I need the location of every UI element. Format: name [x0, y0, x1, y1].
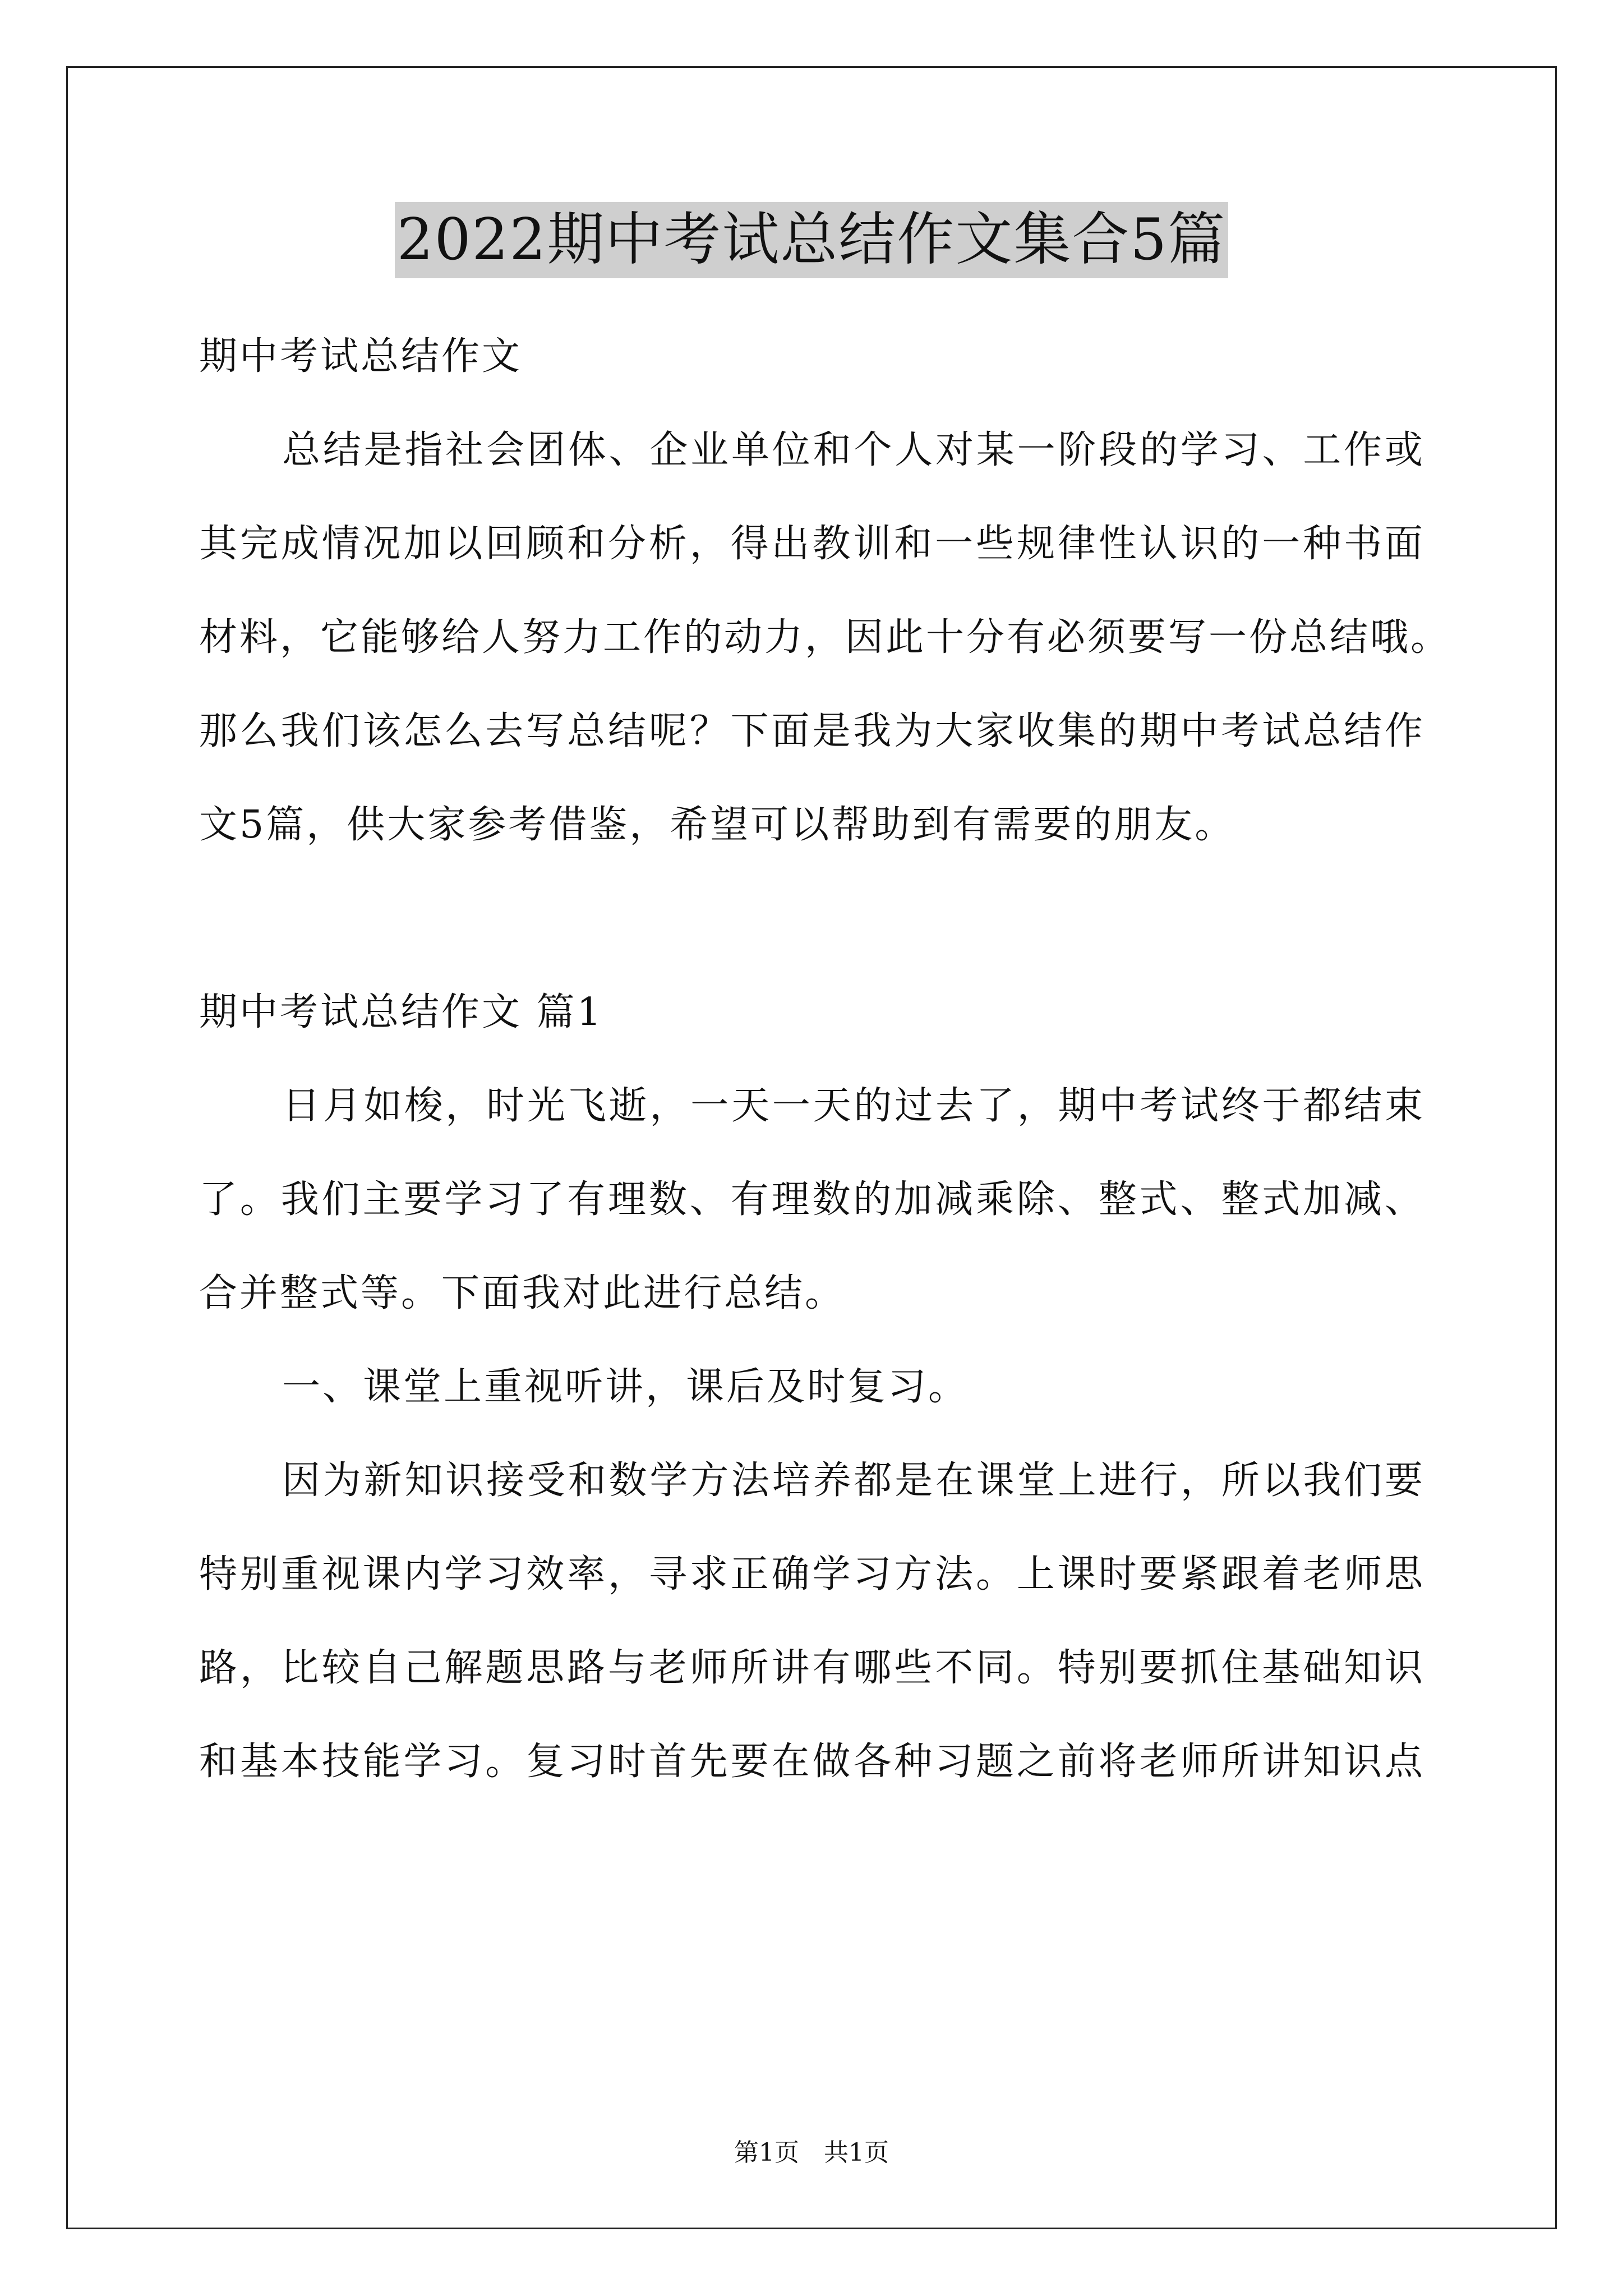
page-number: 第1页: [734, 2138, 799, 2167]
intro-line: 文5篇，供大家参考借鉴，希望可以帮助到有需要的朋友。: [199, 803, 1235, 847]
paragraph-line: 因为新知识接受和数学方法培养都是在课堂上进行，所以我们要: [282, 1458, 1425, 1503]
intro-line: 那么我们该怎么去写总结呢？下面是我为大家收集的期中考试总结作: [199, 709, 1425, 753]
paragraph-line: 了。我们主要学习了有理数、有理数的加减乘除、整式、整式加减、: [199, 1177, 1425, 1222]
point-heading: 一、课堂上重视听讲，课后及时复习。: [282, 1365, 969, 1409]
intro-line: 其完成情况加以回顾和分析，得出教训和一些规律性认识的一种书面: [199, 522, 1425, 566]
section-spacer: [199, 872, 1425, 965]
document-body: [199, 310, 1451, 1809]
page-footer: [0, 2136, 1623, 2170]
intro-heading: 期中考试总结作文: [199, 334, 523, 379]
intro-line: 材料，它能够给人努力工作的动力，因此十分有必须要写一份总结哦。: [199, 615, 1451, 660]
paragraph-line: 特别重视课内学习效率，寻求正确学习方法。上课时要紧跟着老师思: [199, 1552, 1425, 1596]
paragraph-line: 合并整式等。下面我对此进行总结。: [199, 1271, 846, 1315]
page-total: 共1页: [824, 2138, 889, 2167]
paragraph-line: 和基本技能学习。复习时首先要在做各种习题之前将老师所讲知识点: [199, 1740, 1425, 1784]
section-heading: 期中考试总结作文 篇1: [199, 990, 603, 1034]
paragraph-line: 日月如梭，时光飞逝，一天一天的过去了，期中考试终于都结束: [282, 1084, 1425, 1128]
paragraph-line: 路，比较自己解题思路与老师所讲有哪些不同。特别要抓住基础知识: [199, 1646, 1425, 1690]
document-title: 2022期中考试总结作文集合5篇: [395, 202, 1228, 278]
title-container: [0, 202, 1623, 278]
intro-line: 总结是指社会团体、企业单位和个人对某一阶段的学习、工作或: [282, 428, 1425, 472]
